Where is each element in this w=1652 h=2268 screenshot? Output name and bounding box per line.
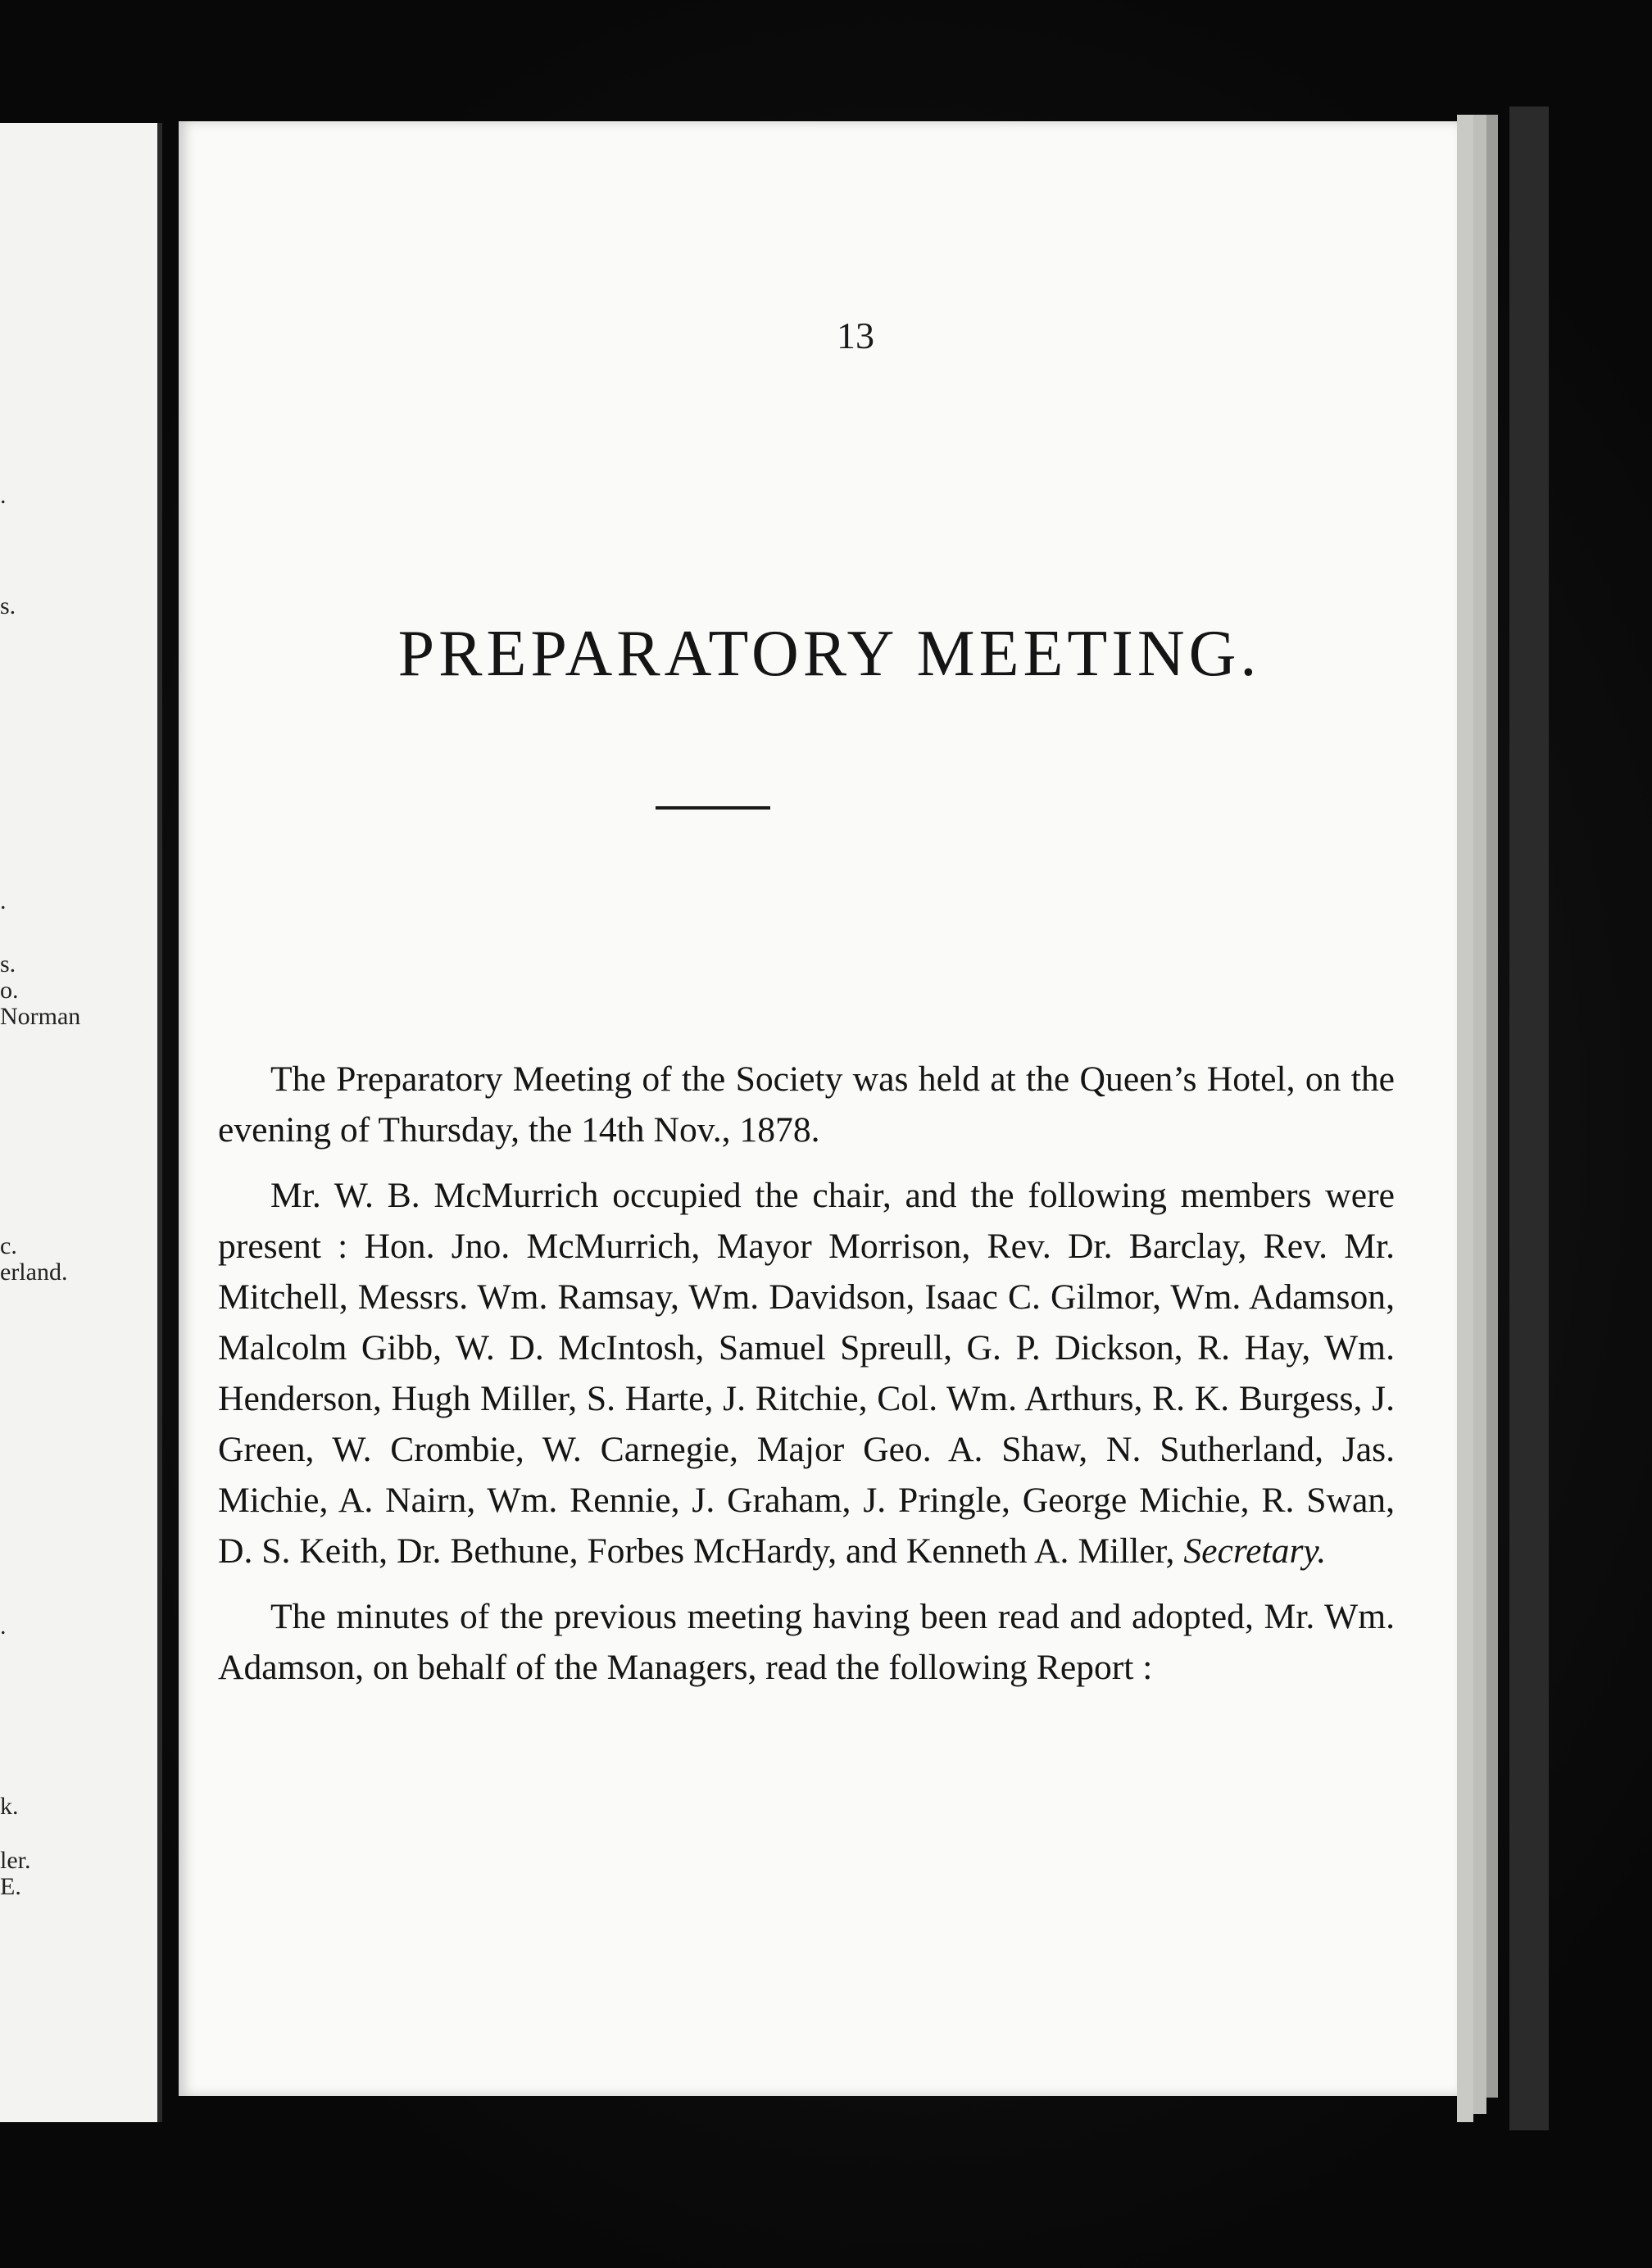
left-fragment: Norman xyxy=(0,1003,81,1030)
secretary-title: Secretary. xyxy=(1183,1531,1327,1571)
left-fragment: . xyxy=(0,1613,7,1640)
left-facing-page xyxy=(0,123,162,2122)
paragraph-minutes: The minutes of the previous meeting having been read and adopted, Mr. Wm. Adamson, on behalf of the Managers, read the following Report : xyxy=(218,1597,1395,1687)
body-text xyxy=(218,1054,1395,1708)
left-fragment: E. xyxy=(0,1873,21,1900)
book-cover-edge xyxy=(1509,107,1549,2130)
left-fragment: k. xyxy=(0,1793,19,1820)
page-edge xyxy=(1457,115,1473,2122)
paragraph-meeting-info: The Preparatory Meeting of the Society was held at the Queen’s Hotel, on the evening of Thursday, the 14th Nov., 1878. xyxy=(218,1059,1395,1150)
left-fragment: o. xyxy=(0,977,19,1004)
page-edge xyxy=(1473,115,1486,2114)
page-edge xyxy=(1486,115,1498,2098)
page-number: 13 xyxy=(837,315,874,356)
left-fragment: erland. xyxy=(0,1259,68,1286)
paragraph-attendees xyxy=(218,1170,1395,1576)
book-page xyxy=(179,121,1457,2096)
page-heading: PREPARATORY MEETING. xyxy=(397,618,1261,690)
left-fragment: c. xyxy=(0,1232,17,1259)
left-fragment: ler. xyxy=(0,1847,31,1874)
left-fragment: s. xyxy=(0,592,16,619)
heading-rule xyxy=(656,806,770,810)
left-fragment: s. xyxy=(0,950,16,978)
left-fragment: . xyxy=(0,887,7,914)
attendees-text: Mr. W. B. McMurrich occupied the chair, and the following members were present : Hon. Jno. McMurrich, Mayor Morrison, Rev. Dr. Barclay, Rev. Mr. Mitchell, Messrs. Wm. Ramsay, Wm. Davidson, Isaac C. Gilmor, Wm. Adamson, Malcolm Gibb, W. D. McIntosh, Samuel Spreull, G. P. Dickson, R. Hay, Wm. Henderson, Hugh Miller, S. Harte, J. Ritchie, Col. Wm. Arthurs, R. K. Burgess, J. Green, W. Crombie, W. Carnegie, Major Geo. A. Shaw, N. Sutherland, Jas. Michie, A. Nairn, Wm. Rennie, J. Graham, J. Pringle, George Michie, R. Swan, D. S. Keith, Dr. Bethune, Forbes McHardy, and Kenneth A. Miller, xyxy=(218,1176,1395,1571)
left-fragment: . xyxy=(0,482,7,509)
